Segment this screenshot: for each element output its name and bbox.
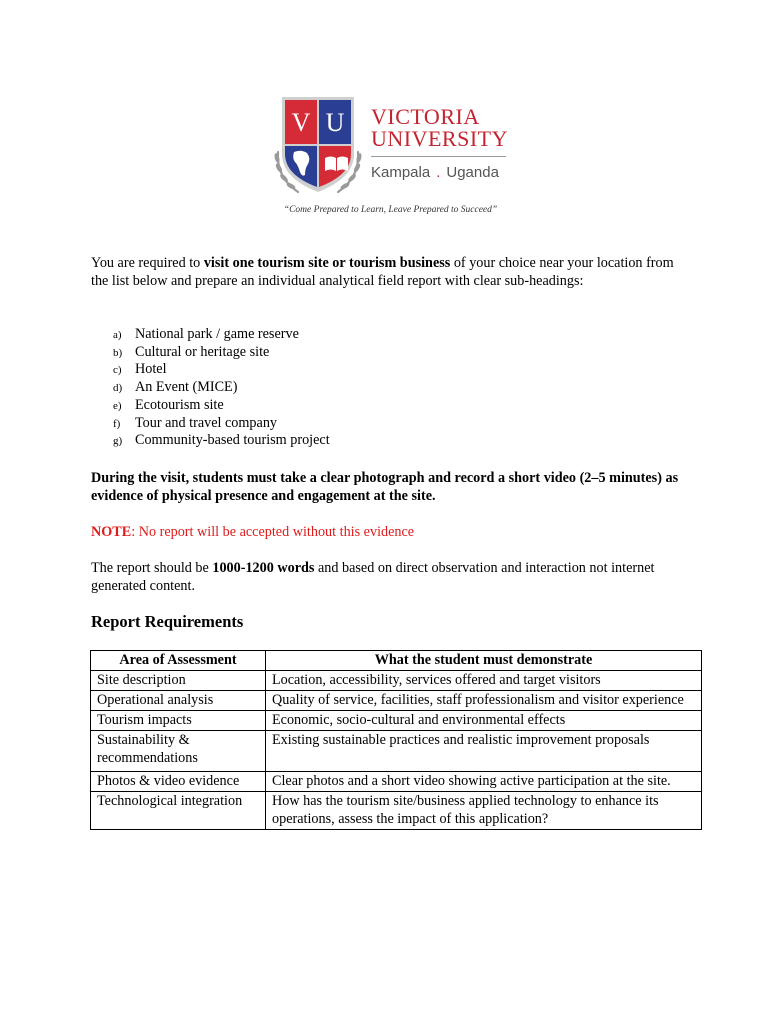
university-name [371,106,508,150]
table-row [91,772,702,792]
site-options-list [91,326,330,450]
list-marker: b) [113,346,123,359]
intro-paragraph [91,254,681,290]
note-label: NOTE [91,524,132,540]
table-row [91,731,702,772]
list-item [91,326,330,344]
demonstrate-cell: Location, accessibility, services offered and target visitors [266,671,702,691]
demonstrate-cell: Clear photos and a short video showing active participation at the site. [266,772,702,792]
list-item [91,379,330,397]
logo-divider [371,156,506,157]
demonstrate-cell: How has the tourism site/business applied technology to enhance its operations, assess the impact of this application? [266,792,702,830]
area-cell: Site description [91,671,266,691]
university-name-line1: VICTORIA [371,104,480,129]
list-item [91,344,330,362]
wordcount-text-start: The report should be [91,560,213,576]
list-item-label: An Event (MICE) [135,379,238,396]
list-item-label: Tour and travel company [135,414,278,431]
list-marker: e) [113,399,122,412]
table-row [91,792,702,830]
wordcount-emphasis: 1000-1200 words [212,560,315,576]
intro-text-end: of your choice near your location from the list below and prepare an individual analytical field report with clear sub-headings: [91,255,674,289]
university-name-line2: UNIVERSITY [371,126,508,151]
area-cell: Operational analysis [91,691,266,711]
intro-emphasis: visit one tourism site or tourism business [203,255,451,271]
column-header-demonstrate: What the student must demonstrate [266,651,702,671]
list-item-label: Hotel [135,361,167,378]
list-item-label: Ecotourism site [135,396,224,413]
location-country: Uganda [446,164,499,181]
location-separator: . [436,164,441,181]
table-header-row [91,651,702,671]
list-item-label: Cultural or heritage site [135,343,270,360]
crest-letter-u: U [325,108,345,137]
list-item-label: National park / game reserve [135,326,299,342]
area-cell: Sustainability & recommendations [91,731,266,772]
list-item [91,361,330,379]
column-header-area: Area of Assessment [91,651,266,671]
list-item-label: Community-based tourism project [135,432,330,449]
visit-instruction: During the visit, students must take a clear photograph and record a short video (2–5 minutes) as evidence of physical presence and engagement at the site. [91,470,679,504]
word-count-paragraph [91,559,681,595]
university-crest-icon [268,92,368,202]
list-marker: g) [113,435,123,448]
university-location [371,164,499,181]
list-marker: d) [113,382,123,395]
demonstrate-cell: Existing sustainable practices and realistic improvement proposals [266,731,702,772]
location-city: Kampala [371,164,431,181]
table-row [91,671,702,691]
table-row [91,711,702,731]
table-row [91,691,702,711]
area-cell: Photos & video evidence [91,772,266,792]
university-logo [268,92,513,222]
list-marker: a) [113,329,122,341]
crest-letter-v: V [291,108,311,137]
demonstrate-cell: Quality of service, facilities, staff professionalism and visitor experience [266,691,702,711]
list-item [91,397,330,415]
note-text: : No report will be accepted without this evidence [131,524,415,540]
intro-text-start: You are required to [91,255,204,271]
requirements-table [90,650,702,830]
list-item [91,432,330,450]
list-marker: c) [113,364,122,377]
evidence-note [91,523,681,541]
list-marker: f) [113,417,121,430]
requirements-heading: Report Requirements [91,612,244,631]
area-cell: Technological integration [91,792,266,830]
wordcount-text-end: and based on direct observation and interaction not internet generated content. [91,560,655,594]
area-cell: Tourism impacts [91,711,266,731]
list-item [91,415,330,433]
university-slogan: “Come Prepared to Learn, Leave Prepared to Succeed” [283,205,498,215]
demonstrate-cell: Economic, socio-cultural and environmental effects [266,711,702,731]
